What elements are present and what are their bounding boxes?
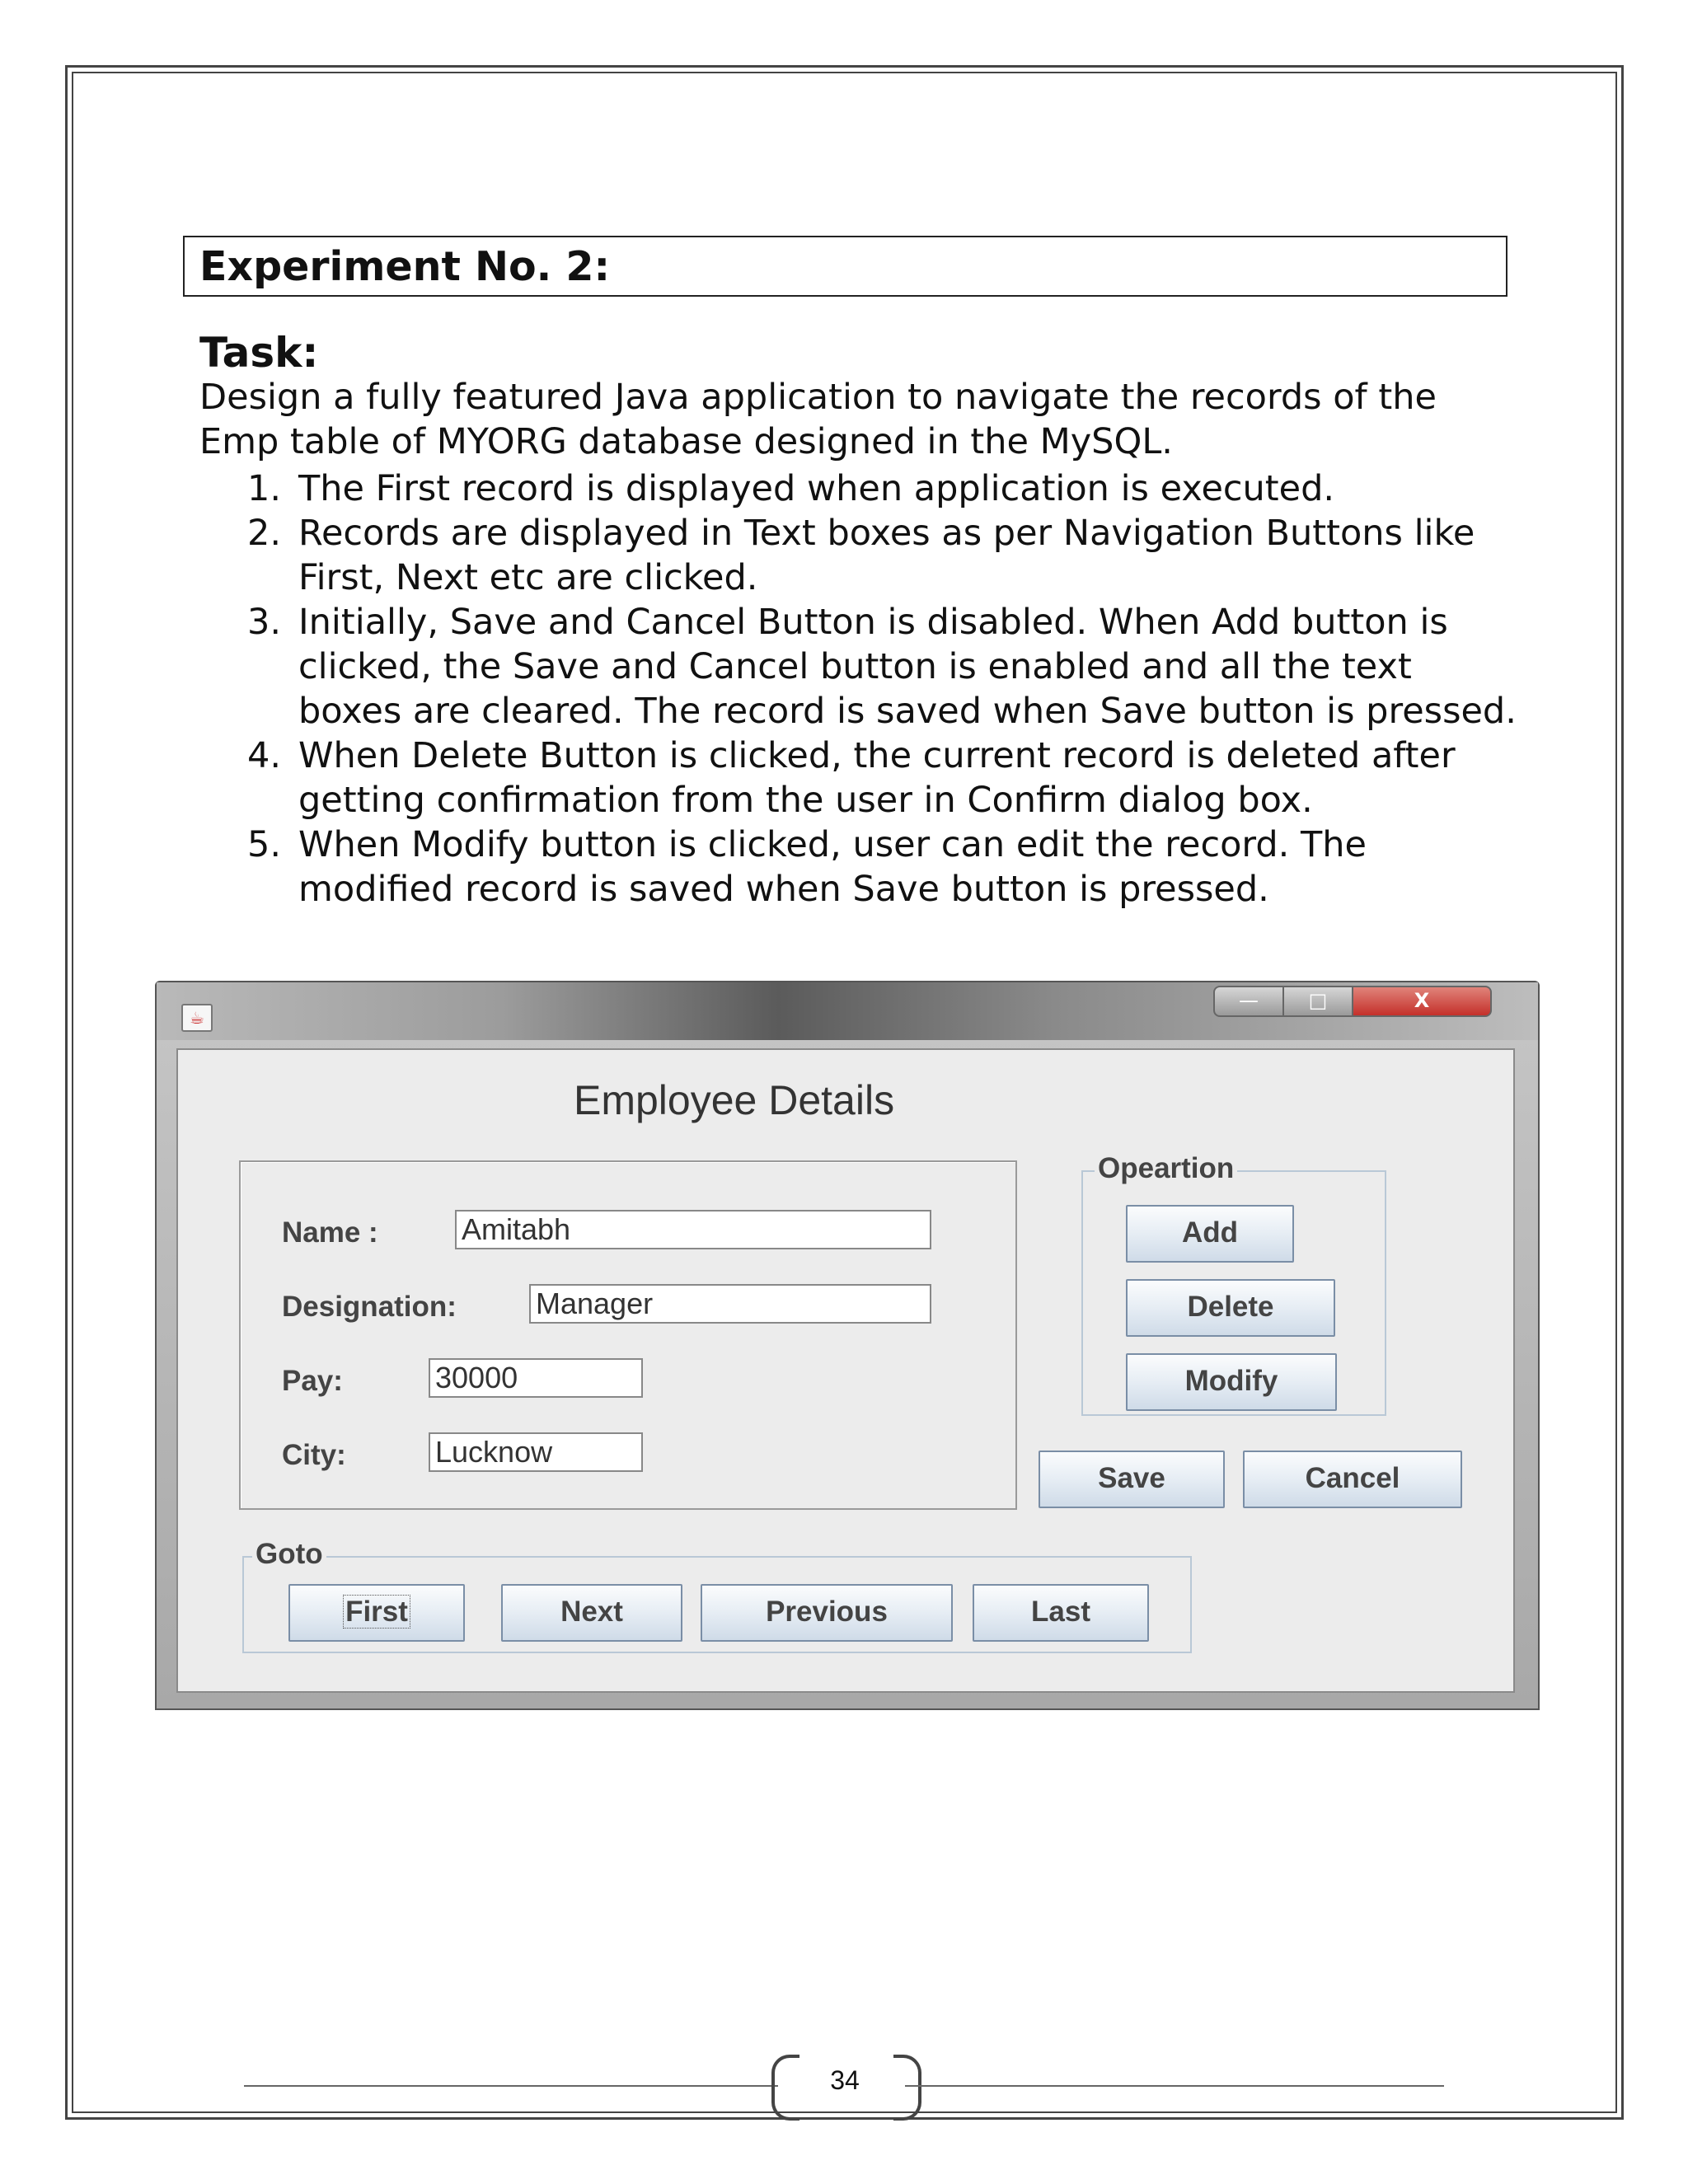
window-titlebar	[157, 982, 1538, 1040]
experiment-box	[183, 236, 1507, 297]
next-button[interactable]: Next	[501, 1584, 682, 1642]
name-label: Name :	[282, 1216, 378, 1249]
pay-field[interactable]: 30000	[429, 1358, 643, 1398]
designation-field[interactable]: Manager	[529, 1284, 931, 1324]
operation-group-label: Opeartion	[1095, 1152, 1237, 1185]
list-item	[247, 511, 1533, 600]
maximize-button[interactable]: □	[1282, 986, 1353, 1017]
page-number: 34	[830, 2065, 860, 2095]
list-item-line: First, Next etc are clicked.	[298, 557, 758, 598]
city-label: City:	[282, 1439, 346, 1471]
java-app-icon: ☕	[181, 1004, 213, 1032]
designation-label: Designation:	[282, 1291, 457, 1323]
task-description	[199, 375, 1518, 464]
app-window-screenshot	[155, 981, 1540, 1710]
save-button[interactable]: Save	[1039, 1451, 1225, 1508]
goto-group-label: Goto	[252, 1538, 326, 1571]
list-item-number: 1.	[247, 468, 282, 509]
list-item-line: modified record is saved when Save button is pressed.	[298, 869, 1269, 910]
task-description-line: Emp table of MYORG database designed in the MySQL.	[199, 421, 1173, 462]
first-button-label: First	[343, 1595, 410, 1629]
task-list	[247, 466, 1533, 912]
list-item	[247, 600, 1533, 733]
list-item-line: getting confirmation from the user in Confirm dialog box.	[298, 780, 1313, 821]
task-heading: Task:	[199, 329, 319, 377]
city-field[interactable]: Lucknow	[429, 1432, 643, 1472]
task-description-line: Design a fully featured Java application to navigate the records of the	[199, 377, 1437, 418]
pay-label: Pay:	[282, 1365, 343, 1397]
cancel-button[interactable]: Cancel	[1243, 1451, 1462, 1508]
footer-brace-right	[893, 2055, 921, 2121]
list-item-line: When Modify button is clicked, user can edit the record. The	[298, 824, 1367, 865]
list-item	[247, 733, 1533, 823]
list-item-line: When Delete Button is clicked, the current record is deleted after	[298, 735, 1456, 776]
footer-rule-right	[905, 2085, 1444, 2087]
window-client-area	[176, 1048, 1515, 1693]
minimize-button[interactable]: —	[1213, 986, 1284, 1017]
last-button[interactable]: Last	[973, 1584, 1149, 1642]
list-item-line: Records are displayed in Text boxes as per Navigation Buttons like	[298, 513, 1475, 554]
list-item-line: clicked, the Save and Cancel button is enabled and all the text	[298, 646, 1412, 687]
experiment-title: Experiment No. 2:	[199, 243, 611, 290]
close-button[interactable]: X	[1352, 986, 1492, 1017]
delete-button[interactable]: Delete	[1126, 1279, 1335, 1337]
footer-rule-left	[244, 2085, 778, 2087]
list-item-number: 5.	[247, 824, 282, 865]
modify-button[interactable]: Modify	[1126, 1353, 1337, 1411]
name-field[interactable]: Amitabh	[455, 1210, 931, 1249]
list-item-number: 2.	[247, 513, 282, 554]
app-heading: Employee Details	[574, 1077, 895, 1123]
add-button[interactable]: Add	[1126, 1205, 1294, 1263]
list-item-line: The First record is displayed when application is executed.	[298, 468, 1335, 509]
list-item	[247, 466, 1533, 511]
previous-button[interactable]: Previous	[701, 1584, 953, 1642]
footer-brace-left	[771, 2055, 799, 2121]
first-button[interactable]	[288, 1584, 465, 1642]
list-item-number: 4.	[247, 735, 282, 776]
list-item	[247, 823, 1533, 912]
list-item-line: Initially, Save and Cancel Button is disabled. When Add button is	[298, 602, 1448, 643]
fields-panel	[239, 1160, 1017, 1510]
list-item-line: boxes are cleared. The record is saved when Save button is pressed.	[298, 691, 1517, 732]
list-item-number: 3.	[247, 602, 282, 643]
